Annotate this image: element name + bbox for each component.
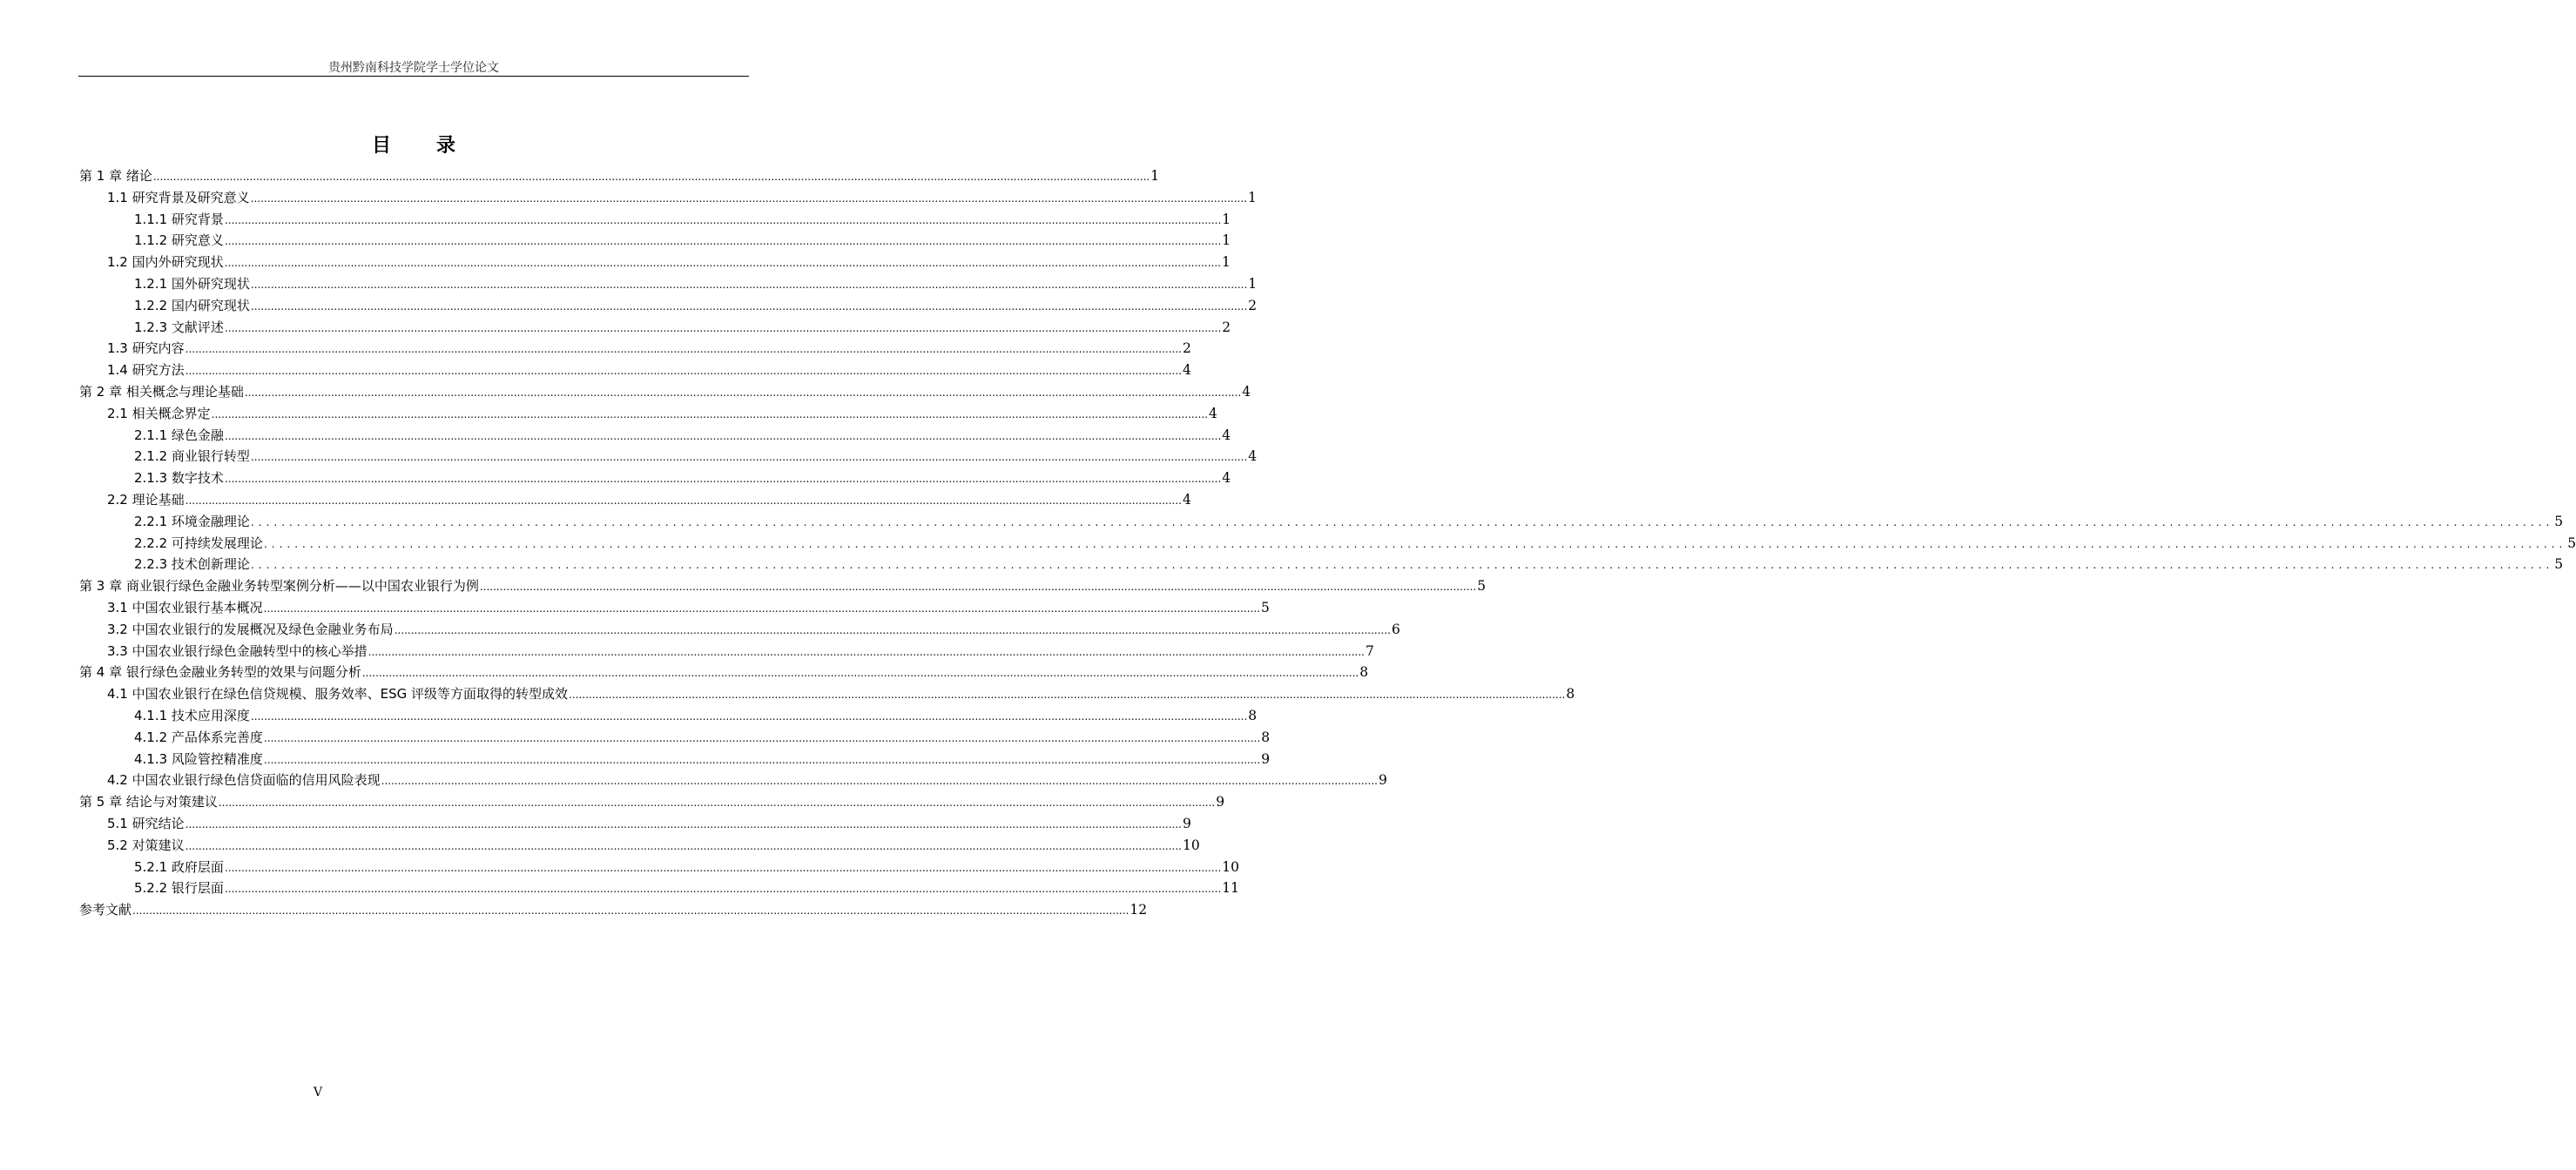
- toc-entry-page: 5: [2554, 513, 2564, 529]
- toc-entry[interactable]: [79, 511, 2564, 533]
- toc-entry-label: 第 1 章 绪论: [79, 168, 152, 184]
- toc-entry[interactable]: [79, 533, 2576, 555]
- toc-entry-label: 5.2.2 银行层面: [134, 880, 224, 897]
- toc-entry[interactable]: [79, 403, 1217, 425]
- toc-entry[interactable]: [79, 727, 1271, 749]
- toc-entry-page: 1: [1150, 168, 1160, 184]
- toc-dot-leader: ............................................................................................................................................................................................................................................................................................................: [224, 883, 1222, 896]
- toc-entry[interactable]: [79, 813, 1191, 835]
- toc-entry-page: 5: [1260, 599, 1270, 615]
- toc-entry[interactable]: [79, 619, 1400, 641]
- toc-dot-leader: ............................................................................................................................................................................................................................................................................................................: [250, 515, 2554, 528]
- toc-dot-leader: ............................................................................................................................................................................................................................................................................................................: [361, 667, 1359, 680]
- toc-entry[interactable]: [79, 295, 1258, 317]
- toc-entry[interactable]: [79, 273, 1258, 295]
- toc-dot-leader: ............................................................................................................................................................................................................................................................................................................: [224, 235, 1222, 248]
- toc-entry[interactable]: [79, 683, 1575, 705]
- toc-entry[interactable]: [79, 360, 1191, 381]
- toc-entry-label: 1.3 研究内容: [107, 340, 185, 357]
- toc-entry-page: 4: [1248, 448, 1258, 465]
- toc-dot-leader: ............................................................................................................................................................................................................................................................................................................: [381, 775, 1378, 788]
- toc-dot-leader: ............................................................................................................................................................................................................................................................................................................: [185, 494, 1182, 507]
- toc-entry-label: 1.4 研究方法: [107, 362, 185, 379]
- toc-entry[interactable]: [79, 165, 1160, 187]
- toc-entry[interactable]: [79, 835, 1200, 857]
- toc-dot-leader: ............................................................................................................................................................................................................................................................................................................: [218, 797, 1216, 810]
- toc-entry-label: 1.1.1 研究背景: [134, 211, 224, 227]
- toc-entry-page: 5: [2567, 535, 2576, 551]
- toc-entry-page: 4: [1222, 427, 1231, 443]
- toc-entry-label: 2.1.2 商业银行转型: [134, 448, 250, 465]
- toc-entry-label: 第 4 章 银行绿色金融业务转型的效果与问题分析: [79, 664, 361, 681]
- toc-entry-label: 第 3 章 商业银行绿色金融业务转型案例分析——以中国农业银行为例: [79, 578, 479, 595]
- toc-entry-label: 4.2 中国农业银行绿色信贷面临的信用风险表现: [107, 772, 381, 789]
- table-of-contents: [79, 165, 2576, 921]
- toc-entry[interactable]: [79, 575, 1487, 597]
- toc-entry-page: 6: [1391, 621, 1400, 637]
- toc-entry-page: 5: [1477, 578, 1487, 595]
- toc-entry-label: 2.2 理论基础: [107, 491, 185, 508]
- toc-entry-page: 1: [1221, 254, 1231, 271]
- toc-entry-page: 9: [1378, 772, 1387, 789]
- toc-entry[interactable]: [79, 187, 1257, 209]
- toc-entry-label: 2.2.1 环境金融理论: [134, 513, 250, 529]
- toc-entry-page: 9: [1182, 815, 1191, 831]
- toc-entry-label: 2.1.3 数字技术: [134, 470, 224, 487]
- toc-entry-page: 10: [1182, 837, 1200, 853]
- toc-dot-leader: ............................................................................................................................................................................................................................................................................................................: [394, 623, 1391, 636]
- toc-dot-leader: ............................................................................................................................................................................................................................................................................................................: [263, 602, 1260, 615]
- toc-entry-page: 2: [1248, 297, 1258, 313]
- toc-entry[interactable]: [79, 749, 1271, 770]
- toc-entry-page: 1: [1222, 232, 1231, 249]
- toc-entry-label: 1.2.3 文献评述: [134, 319, 224, 335]
- toc-entry[interactable]: [79, 317, 1231, 339]
- toc-dot-leader: ............................................................................................................................................................................................................................................................................................................: [185, 839, 1182, 852]
- toc-dot-leader: ............................................................................................................................................................................................................................................................................................................: [250, 278, 1248, 291]
- toc-dot-leader: ............................................................................................................................................................................................................................................................................................................: [250, 451, 1248, 464]
- toc-entry[interactable]: [79, 209, 1231, 231]
- toc-entry[interactable]: [79, 770, 1387, 791]
- toc-entry-page: 12: [1130, 902, 1148, 918]
- toc-entry-label: 参考文献: [79, 902, 132, 918]
- toc-dot-leader: ............................................................................................................................................................................................................................................................................................................: [263, 753, 1261, 766]
- toc-entry-label: 1.2.2 国内研究现状: [134, 297, 250, 313]
- toc-entry-label: 1.2 国内外研究现状: [107, 254, 224, 271]
- toc-entry-label: 1.1.2 研究意义: [134, 232, 224, 249]
- toc-entry[interactable]: [79, 381, 1251, 403]
- toc-dot-leader: ............................................................................................................................................................................................................................................................................................................: [479, 581, 1477, 594]
- toc-dot-leader: ............................................................................................................................................................................................................................................................................................................: [250, 192, 1247, 205]
- toc-entry[interactable]: [79, 857, 1240, 878]
- toc-dot-leader: ............................................................................................................................................................................................................................................................................................................: [224, 429, 1222, 442]
- toc-entry-label: 3.1 中国农业银行基本概况: [107, 599, 263, 615]
- toc-dot-leader: ............................................................................................................................................................................................................................................................................................................: [244, 386, 1242, 399]
- toc-entry-page: 1: [1222, 211, 1231, 227]
- toc-entry-label: 1.1 研究背景及研究意义: [107, 189, 250, 205]
- toc-dot-leader: ............................................................................................................................................................................................................................................................................................................: [132, 904, 1130, 918]
- toc-entry-label: 第 5 章 结论与对策建议: [79, 794, 218, 810]
- page-header: 贵州黔南科技学院学士学位论文: [78, 61, 749, 77]
- toc-dot-leader: ............................................................................................................................................................................................................................................................................................................: [224, 861, 1222, 874]
- toc-dot-leader: ............................................................................................................................................................................................................................................................................................................: [185, 365, 1182, 378]
- toc-entry[interactable]: [79, 641, 1374, 662]
- toc-entry-page: 2: [1222, 319, 1231, 335]
- toc-entry[interactable]: [79, 338, 1191, 360]
- toc-entry-page: 4: [1182, 491, 1191, 508]
- toc-entry-label: 2.1.1 绿色金融: [134, 427, 224, 443]
- toc-entry-page: 8: [1359, 664, 1369, 681]
- toc-entry-page: 5: [2554, 556, 2564, 573]
- toc-dot-leader: ............................................................................................................................................................................................................................................................................................................: [368, 645, 1365, 658]
- toc-dot-leader: ............................................................................................................................................................................................................................................................................................................: [250, 559, 2554, 572]
- toc-entry-label: 5.1 研究结论: [107, 815, 185, 831]
- toc-entry[interactable]: [79, 489, 1191, 511]
- toc-entry-label: 3.2 中国农业银行的发展概况及绿色金融业务布局: [107, 621, 394, 637]
- toc-entry-page: 1: [1248, 275, 1258, 292]
- toc-dot-leader: ............................................................................................................................................................................................................................................................................................................: [185, 817, 1182, 830]
- toc-entry-page: 4: [1208, 405, 1217, 421]
- toc-entry-label: 5.2 对策建议: [107, 837, 185, 853]
- toc-entry-page: 1: [1247, 189, 1257, 205]
- toc-entry-label: 1.2.1 国外研究现状: [134, 275, 250, 292]
- toc-entry-page: 8: [1248, 707, 1258, 723]
- toc-entry-label: 第 2 章 相关概念与理论基础: [79, 383, 244, 400]
- toc-entry-label: 2.2.3 技术创新理论: [134, 556, 250, 573]
- page-number: V: [313, 1086, 323, 1099]
- toc-dot-leader: ............................................................................................................................................................................................................................................................................................................: [224, 473, 1222, 486]
- toc-entry-page: 4: [1182, 362, 1191, 379]
- toc-entry-page: 9: [1216, 794, 1225, 810]
- toc-dot-leader: ............................................................................................................................................................................................................................................................................................................: [569, 689, 1566, 702]
- toc-entry-page: 10: [1222, 858, 1240, 875]
- toc-entry-label: 3.3 中国农业银行绿色金融转型中的核心举措: [107, 642, 368, 659]
- toc-entry-page: 2: [1182, 340, 1191, 357]
- toc-entry-page: 8: [1566, 686, 1575, 703]
- toc-entry-label: 4.1 中国农业银行在绿色信贷规模、服务效率、ESG 评级等方面取得的转型成效: [107, 686, 569, 703]
- toc-entry-page: 9: [1261, 750, 1271, 767]
- toc-entry[interactable]: [79, 791, 1225, 813]
- toc-entry-page: 4: [1222, 470, 1231, 487]
- toc-entry-label: 2.1 相关概念界定: [107, 405, 211, 421]
- toc-entry[interactable]: [79, 425, 1231, 447]
- toc-entry[interactable]: [79, 878, 1240, 899]
- toc-entry[interactable]: [79, 467, 1231, 489]
- toc-entry[interactable]: [79, 705, 1258, 727]
- toc-entry-page: 4: [1242, 383, 1251, 400]
- toc-entry[interactable]: [79, 446, 1258, 467]
- toc-entry-label: 4.1.1 技术应用深度: [134, 707, 250, 723]
- toc-entry-page: 11: [1222, 880, 1240, 897]
- toc-entry-page: 7: [1365, 642, 1374, 659]
- toc-entry[interactable]: [79, 662, 1369, 683]
- toc-title: 目录: [371, 135, 501, 157]
- toc-entry[interactable]: [79, 230, 1231, 252]
- toc-dot-leader: ............................................................................................................................................................................................................................................................................................................: [263, 537, 2567, 550]
- toc-dot-leader: ............................................................................................................................................................................................................................................................................................................: [250, 299, 1248, 313]
- toc-entry[interactable]: [79, 554, 2564, 575]
- toc-dot-leader: ............................................................................................................................................................................................................................................................................................................: [263, 731, 1261, 744]
- toc-dot-leader: ............................................................................................................................................................................................................................................................................................................: [152, 171, 1150, 183]
- toc-dot-leader: ............................................................................................................................................................................................................................................................................................................: [250, 709, 1248, 723]
- toc-entry-label: 4.1.3 风险管控精准度: [134, 750, 263, 767]
- toc-entry-label: 5.2.1 政府层面: [134, 858, 224, 875]
- toc-dot-leader: ............................................................................................................................................................................................................................................................................................................: [224, 213, 1222, 226]
- toc-dot-leader: ............................................................................................................................................................................................................................................................................................................: [224, 321, 1222, 334]
- toc-entry-page: 8: [1261, 729, 1271, 745]
- toc-dot-leader: ............................................................................................................................................................................................................................................................................................................: [211, 407, 1208, 420]
- toc-entry[interactable]: [79, 597, 1270, 619]
- toc-dot-leader: ............................................................................................................................................................................................................................................................................................................: [224, 257, 1221, 270]
- toc-dot-leader: ............................................................................................................................................................................................................................................................................................................: [185, 343, 1182, 356]
- toc-entry[interactable]: [79, 899, 1148, 921]
- toc-entry-label: 4.1.2 产品体系完善度: [134, 729, 263, 745]
- toc-entry-label: 2.2.2 可持续发展理论: [134, 535, 263, 551]
- toc-entry[interactable]: [79, 252, 1231, 273]
